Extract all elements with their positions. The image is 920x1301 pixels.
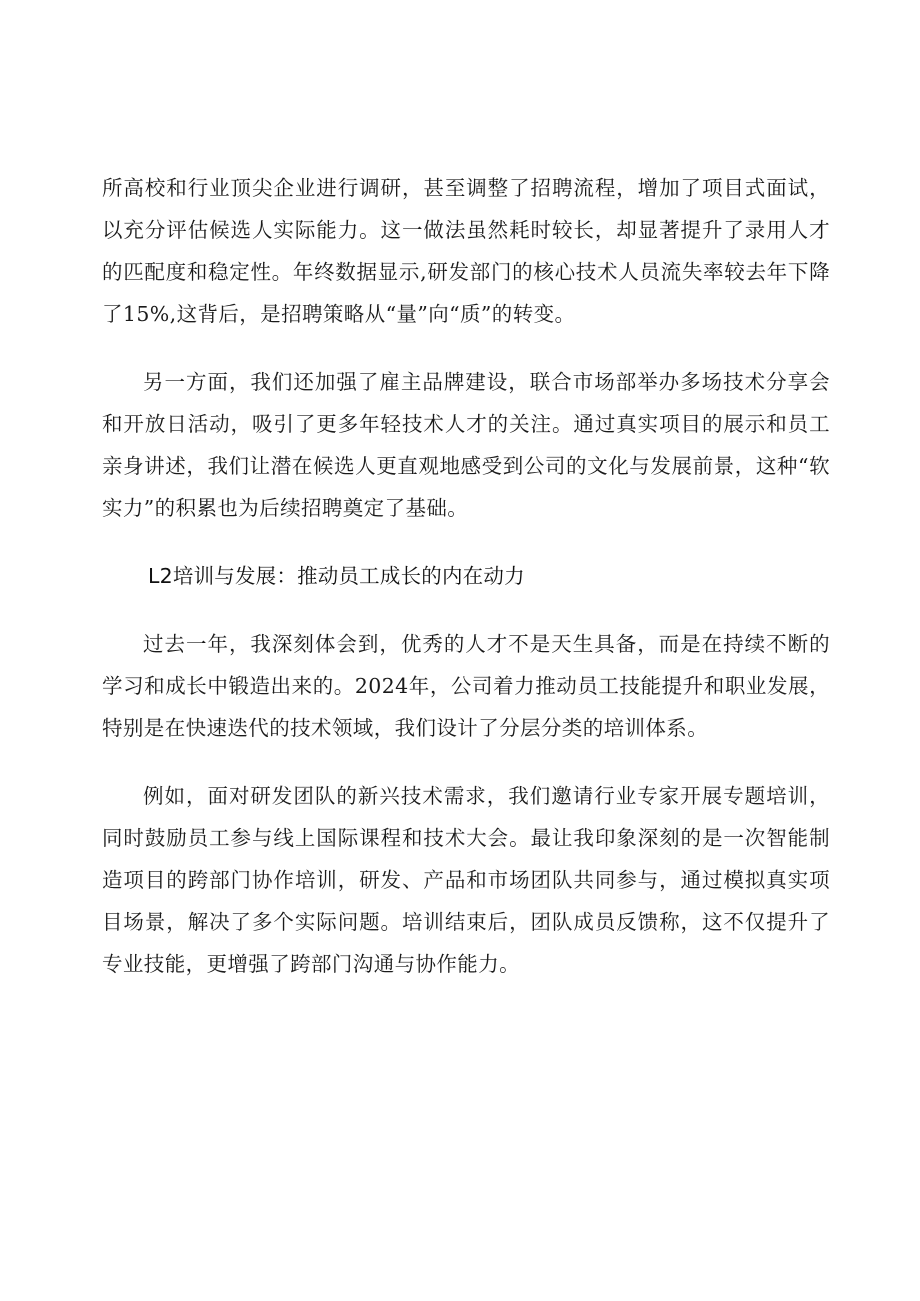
- section-heading: L2培训与发展：推动员工成长的内在动力: [148, 564, 525, 588]
- paragraph-gap: [102, 597, 830, 623]
- paragraph-employer-branding: 另一方面，我们还加强了雇主品牌建设，联合市场部举办多场技术分享会和开放日活动，吸引了更多年轻技术人才的关注。通过真实项目的展示和员工亲身讲述，我们让潜在候选人更直观地感受到公司的文化与发展前景，这种“软实力”的积累也为后续招聘奠定了基础。: [102, 370, 830, 520]
- document-body: [102, 167, 830, 985]
- paragraph-training-example: 例如，面对研发团队的新兴技术需求，我们邀请行业专家开展专题培训，同时鼓励员工参与线上国际课程和技术大会。最让我印象深刻的是一次智能制造项目的跨部门协作培训，研发、产品和市场团队共同参与，通过模拟真实项目场景，解决了多个实际问题。培训结束后，团队成员反馈称，这不仅提升了专业技能，更增强了跨部门沟通与协作能力。: [102, 784, 830, 976]
- paragraph-gap: [102, 529, 830, 555]
- paragraph-gap: [102, 749, 830, 775]
- paragraph-recruitment-results: 所高校和行业顶尖企业进行调研，甚至调整了招聘流程，增加了项目式面试，以充分评估候选人实际能力。这一做法虽然耗时较长，却显著提升了录用人才的匹配度和稳定性。年终数据显示,研发部门的核心技术人员流失率较去年下降了15%,这背后，是招聘策略从“量”向“质”的转变。: [102, 176, 830, 326]
- paragraph-training-overview: 过去一年，我深刻体会到，优秀的人才不是天生具备，而是在持续不断的学习和成长中锻造出来的。2024年，公司着力推动员工技能提升和职业发展，特别是在快速迭代的技术领域，我们设计了分层分类的培训体系。: [102, 632, 830, 740]
- paragraph-gap: [102, 335, 830, 361]
